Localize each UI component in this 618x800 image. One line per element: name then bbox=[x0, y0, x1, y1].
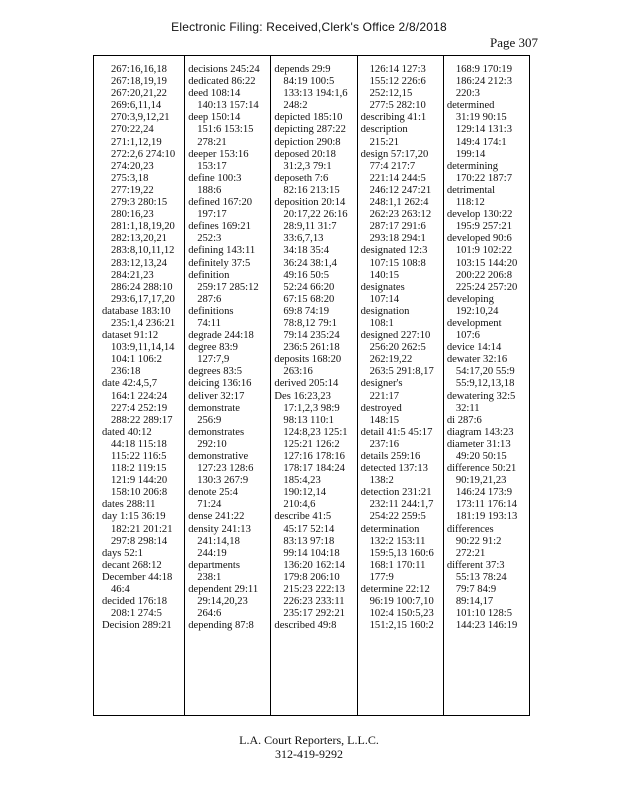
index-entry: December 44:18 bbox=[102, 571, 173, 583]
index-page-refs: 144:23 146:19 bbox=[455, 620, 518, 632]
index-entry: determined bbox=[446, 100, 495, 112]
index-entry: deposition 20:14 bbox=[274, 197, 346, 209]
index-page-refs: 179:8 206:10 bbox=[283, 571, 340, 583]
index-page-refs: 235:1,4 236:21 bbox=[111, 317, 176, 329]
index-page-refs: 279:3 280:15 bbox=[111, 197, 168, 209]
index-page-refs: 267:18,19,19 bbox=[111, 76, 167, 88]
index-column-3 bbox=[271, 56, 357, 715]
index-page-refs: 170:22 187:7 bbox=[455, 172, 513, 184]
index-page-refs: 138:2 bbox=[369, 475, 394, 487]
index-page-refs: 271:1,12,19 bbox=[111, 136, 162, 148]
index-entry: defined 167:20 bbox=[188, 197, 253, 209]
index-page-refs: 252:12,15 bbox=[369, 88, 413, 100]
index-page-refs: 293:6,17,17,20 bbox=[111, 293, 175, 305]
index-entry: deed 108:14 bbox=[188, 88, 241, 100]
index-page-refs: 262:23 263:12 bbox=[369, 209, 432, 221]
index-entry: device 14:14 bbox=[446, 342, 502, 354]
index-page-refs: 254:22 259:5 bbox=[369, 511, 426, 523]
index-page-refs: 49:16 50:5 bbox=[283, 269, 330, 281]
index-page-refs: 262:19,22 bbox=[369, 354, 413, 366]
index-page-refs: 104:1 106:2 bbox=[111, 354, 162, 366]
index-page-refs: 195:9 257:21 bbox=[455, 221, 513, 233]
index-entry: decisions 245:24 bbox=[188, 64, 260, 75]
index-entry: developing bbox=[446, 293, 494, 305]
index-page-refs: 221:14 244:5 bbox=[369, 172, 426, 184]
index-entry: difference 50:21 bbox=[446, 463, 517, 475]
index-page-refs: 256:20 262:5 bbox=[369, 342, 426, 354]
index-page-refs: 79:14 235:24 bbox=[283, 330, 340, 342]
index-entry: definitely 37:5 bbox=[188, 257, 251, 269]
index-page-refs: 164:1 224:24 bbox=[111, 390, 168, 402]
index-page-refs: 200:22 206:8 bbox=[455, 269, 513, 281]
index-entry: density 241:13 bbox=[188, 523, 251, 535]
index-page-refs: 124:8,23 125:1 bbox=[283, 426, 348, 438]
index-entry: differences bbox=[446, 523, 494, 535]
index-page-refs: 140:15 bbox=[369, 269, 400, 281]
index-page-refs: 226:23 233:11 bbox=[283, 596, 345, 608]
index-entry: development bbox=[446, 317, 502, 329]
index-page-refs: 133:13 194:1,6 bbox=[283, 88, 348, 100]
index-page-refs: 36:24 38:1,4 bbox=[283, 257, 337, 269]
index-page-refs: 225:24 257:20 bbox=[455, 281, 518, 293]
index-page-refs: 126:14 127:3 bbox=[369, 64, 426, 75]
index-entry: define 100:3 bbox=[188, 172, 242, 184]
index-entry: determine 22:12 bbox=[360, 584, 430, 596]
index-page-refs: 52:24 66:20 bbox=[283, 281, 335, 293]
index-entry: degrees 83:5 bbox=[188, 366, 243, 378]
index-page-refs: 236:18 bbox=[111, 366, 141, 378]
index-page-refs: 84:19 100:5 bbox=[283, 76, 335, 88]
index-entry: dewater 32:16 bbox=[446, 354, 508, 366]
index-page-refs: 79:7 84:9 bbox=[455, 584, 497, 596]
index-page-refs: 188:6 bbox=[197, 184, 222, 196]
index-page-refs: 283:12,13,24 bbox=[111, 257, 167, 269]
index-page-refs: 127:16 178:16 bbox=[283, 451, 345, 462]
index-page-refs: 103:15 144:20 bbox=[455, 257, 518, 269]
index-page-refs: 277:19,22 bbox=[111, 184, 154, 196]
index-page-refs: 71:24 bbox=[197, 499, 222, 511]
index-page-refs: 246:12 247:21 bbox=[369, 184, 432, 196]
index-page-refs: 101:10 128:5 bbox=[455, 608, 513, 620]
index-page-refs: 283:8,10,11,12 bbox=[111, 245, 175, 257]
index-page-refs: 89:14,17 bbox=[455, 596, 494, 608]
filing-stamp: Electronic Filing: Received,Clerk's Office 2/8/2018 bbox=[171, 20, 447, 34]
index-page-refs: 107:6 bbox=[455, 330, 480, 342]
index-entry: detail 41:5 45:17 bbox=[360, 426, 433, 438]
index-page-refs: 286:24 288:10 bbox=[111, 281, 173, 293]
index-page-refs: 115:22 116:5 bbox=[111, 451, 167, 462]
index-entry: deeper 153:16 bbox=[188, 148, 249, 160]
index-entry: decant 268:12 bbox=[102, 559, 162, 571]
index-page-refs: 74:11 bbox=[197, 317, 221, 329]
index-page-refs: 256:9 bbox=[197, 414, 222, 426]
index-entry: derived 205:14 bbox=[274, 378, 339, 390]
index-entry: definition bbox=[188, 269, 230, 281]
index-page-refs: 129:14 131:3 bbox=[455, 124, 513, 136]
index-column-2 bbox=[185, 56, 271, 715]
index-page-refs: 280:16,23 bbox=[111, 209, 154, 221]
index-entry: develop 130:22 bbox=[446, 209, 513, 221]
index-entry: database 183:10 bbox=[102, 305, 171, 317]
index-page-refs: 267:20,21,22 bbox=[111, 88, 167, 100]
index-page-refs: 148:15 bbox=[369, 414, 400, 426]
index-entry: di 287:6 bbox=[446, 414, 482, 426]
index-entry: days 52:1 bbox=[102, 547, 143, 559]
index-page-refs: 155:12 226:6 bbox=[369, 76, 426, 88]
index-page-refs: 29:14,20,23 bbox=[197, 596, 248, 608]
index-page-refs: 153:17 bbox=[197, 160, 227, 172]
index-page-refs: 259:17 285:12 bbox=[197, 281, 259, 293]
index-page-refs: 288:22 289:17 bbox=[111, 414, 173, 426]
index-entry: denote 25:4 bbox=[188, 487, 238, 499]
index-page-refs: 17:1,2,3 98:9 bbox=[283, 402, 340, 414]
index-entry: detrimental bbox=[446, 184, 496, 196]
index-entry: describe 41:5 bbox=[274, 511, 332, 523]
index-page-refs: 270:3,9,12,21 bbox=[111, 112, 170, 124]
index-page-refs: 269:6,11,14 bbox=[111, 100, 162, 112]
index-entry: depicted 185:10 bbox=[274, 112, 343, 124]
index-entry: diagram 143:23 bbox=[446, 426, 514, 438]
index-page-refs: 278:21 bbox=[197, 136, 227, 148]
index-page-refs: 293:18 294:1 bbox=[369, 233, 426, 245]
index-entry: designer's bbox=[360, 378, 403, 390]
index-page-refs: 83:13 97:18 bbox=[283, 535, 335, 547]
index-page-refs: 44:18 115:18 bbox=[111, 438, 167, 450]
index-page-refs: 190:12,14 bbox=[283, 487, 327, 499]
index-page-refs: 130:3 267:9 bbox=[197, 475, 249, 487]
index-entry: dependent 29:11 bbox=[188, 584, 259, 596]
index-page-refs: 55:9,12,13,18 bbox=[455, 378, 515, 390]
index-page-refs: 208:1 274:5 bbox=[111, 608, 162, 620]
index-entry: dense 241:22 bbox=[188, 511, 245, 523]
index-entry: designates bbox=[360, 281, 405, 293]
index-page-refs: 33:6,7,13 bbox=[283, 233, 324, 245]
index-page-refs: 215:23 222:13 bbox=[283, 584, 345, 596]
index-entry: defining 143:11 bbox=[188, 245, 256, 257]
index-entry: degree 83:9 bbox=[188, 342, 238, 354]
index-page-refs: 82:16 213:15 bbox=[283, 184, 340, 196]
index-page-refs: 55:13 78:24 bbox=[455, 571, 507, 583]
index-page-refs: 151:2,15 160:2 bbox=[369, 620, 434, 632]
index-page-refs: 28:9,11 31:7 bbox=[283, 221, 337, 233]
index-page-refs: 77:4 217:7 bbox=[369, 160, 416, 172]
index-entry: Decision 289:21 bbox=[102, 620, 172, 632]
index-page-refs: 270:22,24 bbox=[111, 124, 154, 136]
index-page-refs: 140:13 157:14 bbox=[197, 100, 259, 112]
index-entry: dewatering 32:5 bbox=[446, 390, 516, 402]
index-page-refs: 248:2 bbox=[283, 100, 308, 112]
index-entry: day 1:15 36:19 bbox=[102, 511, 166, 523]
index-page-refs: 210:4,6 bbox=[283, 499, 316, 511]
index-page-refs: 197:17 bbox=[197, 209, 227, 221]
index-page-refs: 54:17,20 55:9 bbox=[455, 366, 515, 378]
index-entry: definitions bbox=[188, 305, 234, 317]
index-page-refs: 284:21,23 bbox=[111, 269, 154, 281]
index-page-refs: 186:24 212:3 bbox=[455, 76, 513, 88]
index-entry: deposed 20:18 bbox=[274, 148, 336, 160]
index-page-refs: 127:7,9 bbox=[197, 354, 230, 366]
index-page-refs: 263:5 291:8,17 bbox=[369, 366, 434, 378]
index-page-refs: 90:22 91:2 bbox=[455, 535, 502, 547]
index-page-refs: 127:23 128:6 bbox=[197, 463, 254, 475]
index-column-4 bbox=[358, 56, 444, 715]
index-entry: depending 87:8 bbox=[188, 620, 254, 632]
index-entry: dates 288:11 bbox=[102, 499, 156, 511]
index-entry: depiction 290:8 bbox=[274, 136, 341, 148]
index-column-1 bbox=[94, 56, 185, 715]
index-page-refs: 244:19 bbox=[197, 547, 227, 559]
index-entry: date 42:4,5,7 bbox=[102, 378, 158, 390]
index-entry: depicting 287:22 bbox=[274, 124, 346, 136]
index-page-refs: 118:12 bbox=[455, 197, 485, 209]
index-page-refs: 103:9,11,14,14 bbox=[111, 342, 175, 354]
index-entry: deposits 168:20 bbox=[274, 354, 342, 366]
index-entry: describing 41:1 bbox=[360, 112, 427, 124]
index-page-refs: 275:3,18 bbox=[111, 172, 149, 184]
index-page-refs: 101:9 102:22 bbox=[455, 245, 513, 257]
index-page-refs: 136:20 162:14 bbox=[283, 559, 345, 571]
index-page-refs: 264:6 bbox=[197, 608, 222, 620]
court-reporter-name: L.A. Court Reporters, L.L.C. bbox=[239, 733, 379, 747]
index-page-refs: 32:11 bbox=[455, 402, 480, 414]
index-page-refs: 121:9 144:20 bbox=[111, 475, 168, 487]
index-page-refs: 107:15 108:8 bbox=[369, 257, 426, 269]
index-page-refs: 192:10,24 bbox=[455, 305, 499, 317]
index-entry: departments bbox=[188, 559, 240, 571]
index-page-refs: 185:4,23 bbox=[283, 475, 321, 487]
index-page-refs: 287:6 bbox=[197, 293, 222, 305]
index-entry: deicing 136:16 bbox=[188, 378, 252, 390]
index-entry: dedicated 86:22 bbox=[188, 76, 256, 88]
index-page-refs: 272:2,6 274:10 bbox=[111, 148, 176, 160]
index-entry: designation bbox=[360, 305, 410, 317]
index-page-refs: 69:8 74:19 bbox=[283, 305, 330, 317]
index-page-refs: 90:19,21,23 bbox=[455, 475, 507, 487]
index-page-refs: 241:14,18 bbox=[197, 535, 240, 547]
index-page-refs: 149:4 174:1 bbox=[455, 136, 507, 148]
index-page-refs: 292:10 bbox=[197, 438, 227, 450]
index-page-refs: 158:10 206:8 bbox=[111, 487, 168, 499]
index-entry: demonstrative bbox=[188, 451, 249, 462]
index-page-refs: 168:9 170:19 bbox=[455, 64, 513, 75]
index-entry: detection 231:21 bbox=[360, 487, 432, 499]
index-entry: depends 29:9 bbox=[274, 64, 331, 75]
index-entry: description bbox=[360, 124, 408, 136]
index-page-refs: 238:1 bbox=[197, 571, 222, 583]
index-entry: details 259:16 bbox=[360, 451, 421, 462]
index-page-refs: 146:24 173:9 bbox=[455, 487, 513, 499]
index-page-refs: 45:17 52:14 bbox=[283, 523, 335, 535]
page-number: Page 307 bbox=[489, 35, 538, 50]
index-entry: different 37:3 bbox=[446, 559, 505, 571]
index-page-refs: 125:21 126:2 bbox=[283, 438, 340, 450]
index-page-refs: 297:8 298:14 bbox=[111, 535, 168, 547]
index-entry: defines 169:21 bbox=[188, 221, 251, 233]
index-page-refs: 215:21 bbox=[369, 136, 400, 148]
word-index-table bbox=[93, 55, 530, 716]
index-page-refs: 118:2 119:15 bbox=[111, 463, 167, 475]
index-page-refs: 277:5 282:10 bbox=[369, 100, 426, 112]
index-page-refs: 46:4 bbox=[111, 584, 130, 596]
index-page-refs: 199:14 bbox=[455, 148, 486, 160]
index-page-refs: 34:18 35:4 bbox=[283, 245, 330, 257]
index-page-refs: 31:2,3 79:1 bbox=[283, 160, 332, 172]
index-page-refs: 267:16,16,18 bbox=[111, 64, 167, 75]
index-entry: developed 90:6 bbox=[446, 233, 512, 245]
index-page-refs: 98:13 110:1 bbox=[283, 414, 334, 426]
index-page-refs: 99:14 104:18 bbox=[283, 547, 340, 559]
footer bbox=[0, 733, 618, 761]
index-page-refs: 181:19 193:13 bbox=[455, 511, 518, 523]
index-page-refs: 232:11 244:1,7 bbox=[369, 499, 434, 511]
index-page-refs: 102:4 150:5,23 bbox=[369, 608, 434, 620]
index-entry: dated 40:12 bbox=[102, 426, 152, 438]
index-page-refs: 49:20 50:15 bbox=[455, 451, 507, 462]
index-entry: degrade 244:18 bbox=[188, 330, 254, 342]
index-page-refs: 281:1,18,19,20 bbox=[111, 221, 175, 233]
index-entry: deposeth 7:6 bbox=[274, 172, 329, 184]
index-page-refs: 282:13,20,21 bbox=[111, 233, 167, 245]
index-page-refs: 151:6 153:15 bbox=[197, 124, 254, 136]
index-page-refs: 67:15 68:20 bbox=[283, 293, 335, 305]
index-page-refs: 182:21 201:21 bbox=[111, 523, 173, 535]
index-page-refs: 108:1 bbox=[369, 317, 394, 329]
court-reporter-phone: 312-419-9292 bbox=[275, 747, 343, 761]
index-entry: diameter 31:13 bbox=[446, 438, 511, 450]
index-entry: deliver 32:17 bbox=[188, 390, 245, 402]
index-page-refs: 237:16 bbox=[369, 438, 400, 450]
index-page-refs: 20:17,22 26:16 bbox=[283, 209, 348, 221]
index-entry: detected 137:13 bbox=[360, 463, 428, 475]
index-page-refs: 287:17 291:6 bbox=[369, 221, 426, 233]
index-page-refs: 236:5 261:18 bbox=[283, 342, 340, 354]
index-page-refs: 272:21 bbox=[455, 547, 486, 559]
index-page-refs: 132:2 153:11 bbox=[369, 535, 426, 547]
index-entry: demonstrate bbox=[188, 402, 240, 414]
index-entry: described 49:8 bbox=[274, 620, 337, 632]
index-entry: dataset 91:12 bbox=[102, 330, 159, 342]
index-page-refs: 177:9 bbox=[369, 571, 394, 583]
index-entry: Des 16:23,23 bbox=[274, 390, 331, 402]
index-entry: determination bbox=[360, 523, 420, 535]
index-page-refs: 107:14 bbox=[369, 293, 400, 305]
index-page-refs: 78:8,12 79:1 bbox=[283, 317, 337, 329]
index-entry: determining bbox=[446, 160, 499, 172]
index-page-refs: 159:5,13 160:6 bbox=[369, 547, 434, 559]
index-page-refs: 227:4 252:19 bbox=[111, 402, 168, 414]
index-page-refs: 220:3 bbox=[455, 88, 480, 100]
index-page-refs: 274:20,23 bbox=[111, 160, 154, 172]
index-page-refs: 235:17 292:21 bbox=[283, 608, 345, 620]
index-page-refs: 31:19 90:15 bbox=[455, 112, 507, 124]
index-entry: designated 12:3 bbox=[360, 245, 428, 257]
index-page-refs: 248:1,1 262:4 bbox=[369, 197, 429, 209]
index-page-refs: 168:1 170:11 bbox=[369, 559, 426, 571]
index-column-5 bbox=[444, 56, 529, 715]
index-entry: design 57:17,20 bbox=[360, 148, 429, 160]
index-entry: designed 227:10 bbox=[360, 330, 431, 342]
index-page-refs: 263:16 bbox=[283, 366, 313, 378]
index-page-refs: 221:17 bbox=[369, 390, 400, 402]
index-page-refs: 173:11 176:14 bbox=[455, 499, 517, 511]
index-entry: demonstrates bbox=[188, 426, 245, 438]
index-entry: decided 176:18 bbox=[102, 596, 168, 608]
index-entry: deep 150:14 bbox=[188, 112, 241, 124]
index-page-refs: 252:3 bbox=[197, 233, 222, 245]
index-page-refs: 96:19 100:7,10 bbox=[369, 596, 434, 608]
index-entry: destroyed bbox=[360, 402, 402, 414]
index-page-refs: 178:17 184:24 bbox=[283, 463, 345, 475]
